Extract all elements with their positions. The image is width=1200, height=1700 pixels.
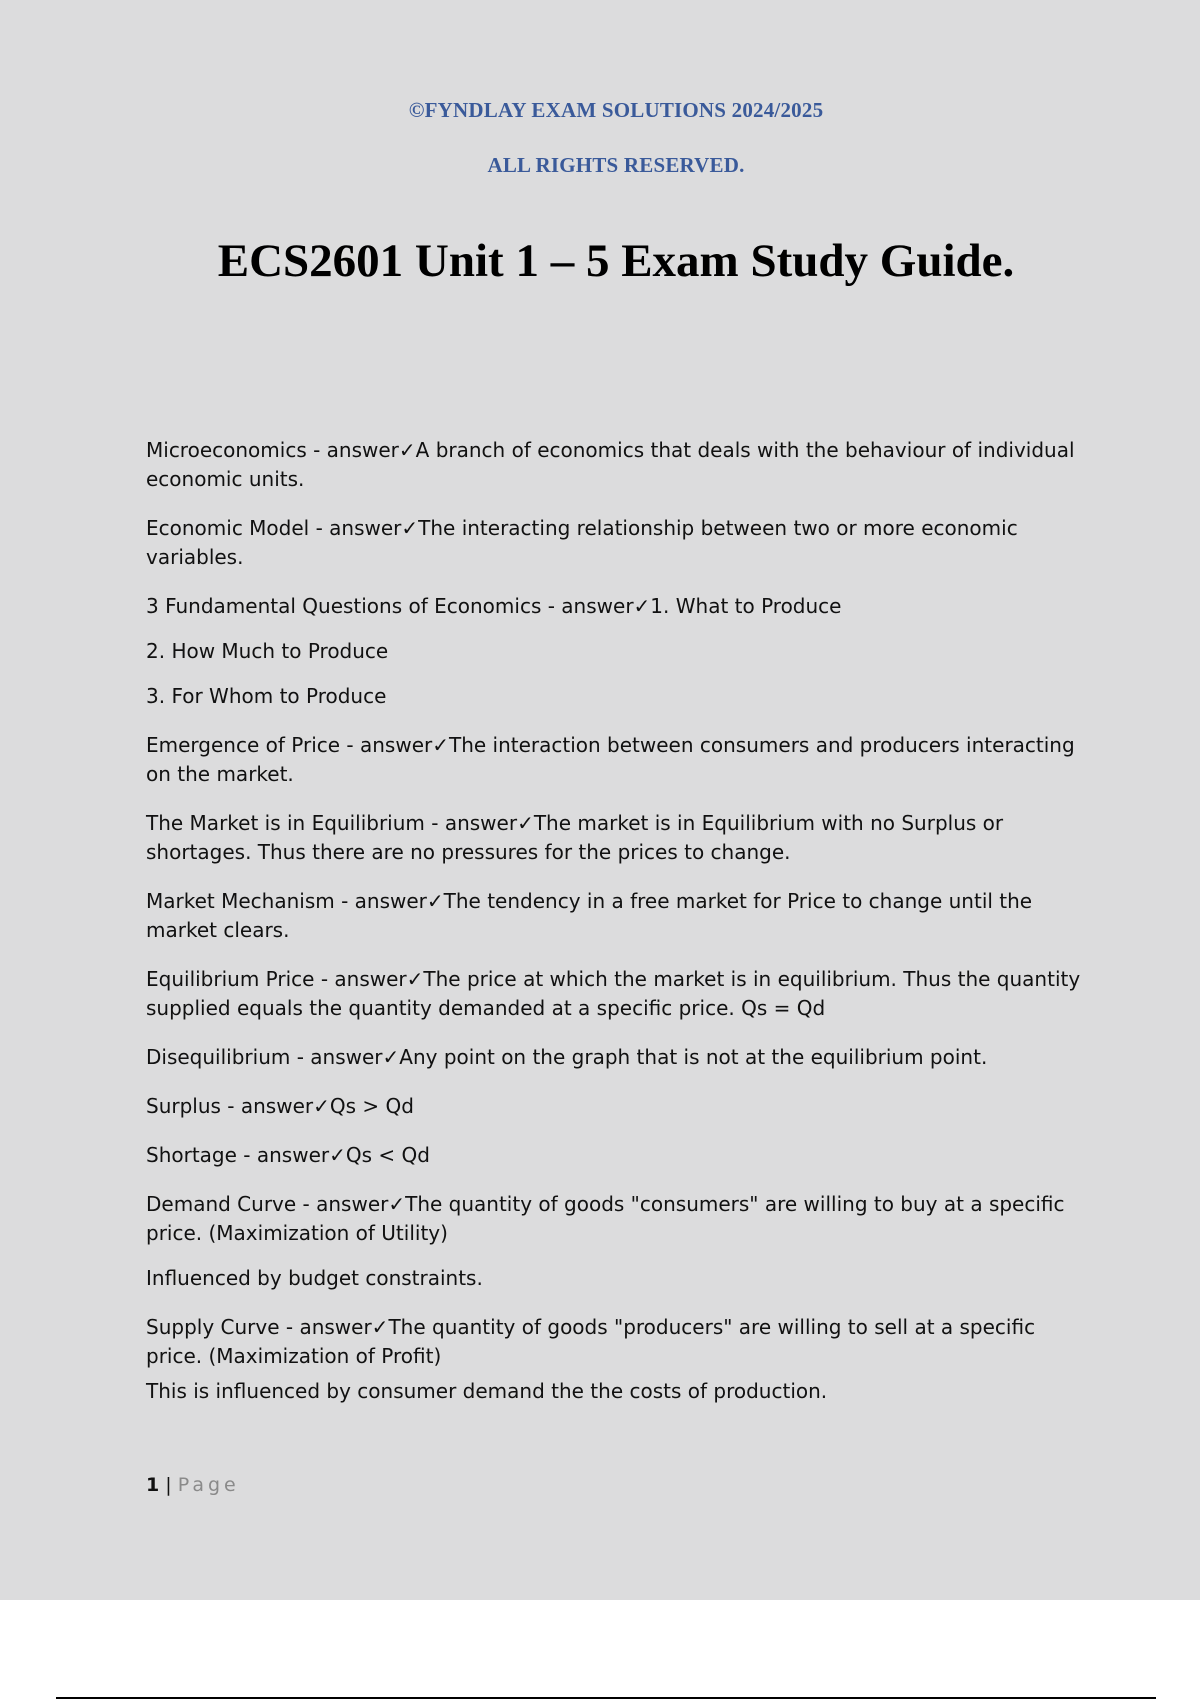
entry-how-much: 2. How Much to Produce [146,639,389,663]
entry-for-whom: 3. For Whom to Produce [146,684,387,708]
page-number [146,1474,240,1496]
study-guide-content [146,436,1086,1426]
entry-microeconomics: Microeconomics - answer✓A branch of economics that deals with the behaviour of individual economic units. [146,438,1075,491]
entry-disequilibrium: Disequilibrium - answer✓Any point on the graph that is not at the equilibrium point. [146,1045,988,1069]
page-number-value: 1 [146,1474,160,1496]
copyright-header: ©FYNDLAY EXAM SOLUTIONS 2024/2025 [408,98,824,122]
page-word: Page [177,1474,240,1496]
entry-shortage: Shortage - answer✓Qs < Qd [146,1143,430,1167]
entry-equilibrium-price: Equilibrium Price - answer✓The price at which the market is in equilibrium. Thus the quantity supplied equals the quantity demanded at a specific price. Qs = Qd [146,967,1081,1020]
document-title: ECS2601 Unit 1 – 5 Exam Study Guide. [217,235,1015,287]
entry-surplus: Surplus - answer✓Qs > Qd [146,1094,414,1118]
entry-emergence-of-price: Emergence of Price - answer✓The interaction between consumers and producers interacting on the market. [146,733,1075,786]
entry-market-mechanism: Market Mechanism - answer✓The tendency in a free market for Price to change until the market clears. [146,889,1033,942]
rights-reserved-header: ALL RIGHTS RESERVED. [487,153,745,177]
next-page-rule [56,1697,1156,1699]
entry-fundamental-questions: 3 Fundamental Questions of Economics - answer✓1. What to Produce [146,594,842,618]
entry-supply-curve: Supply Curve - answer✓The quantity of goods "producers" are willing to sell at a specific price. (Maximization of Profit) [146,1315,1036,1368]
entry-demand-curve: Demand Curve - answer✓The quantity of goods "consumers" are willing to buy at a specific price. (Maximization of Utility) [146,1192,1065,1245]
entry-production-costs: This is influenced by consumer demand the the costs of production. [146,1379,828,1403]
entry-market-equilibrium: The Market is in Equilibrium - answer✓The market is in Equilibrium with no Surplus or shortages. Thus there are no pressures for the prices to change. [146,811,1004,864]
entry-economic-model: Economic Model - answer✓The interacting relationship between two or more economic variables. [146,516,1018,569]
entry-budget-constraints: Influenced by budget constraints. [146,1266,483,1290]
page-number-separator: | [159,1474,178,1496]
